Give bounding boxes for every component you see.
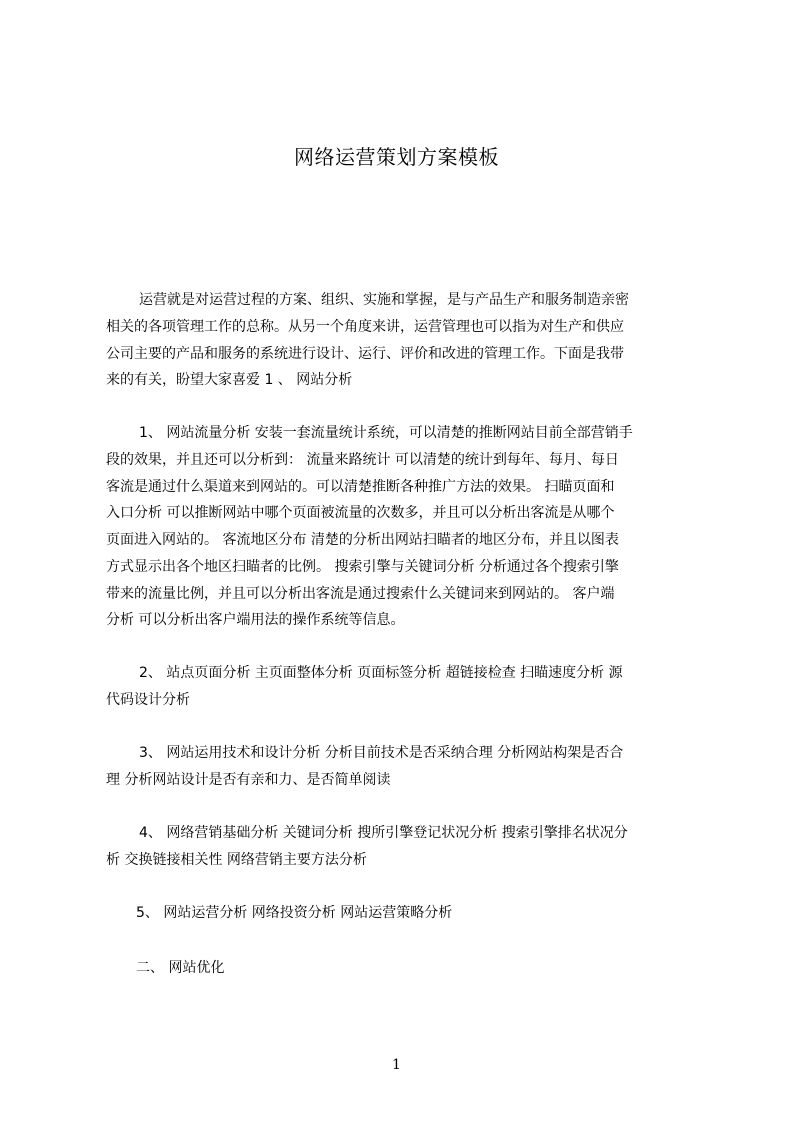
paragraph-4-line-2: 理 分析网站设计是否有亲和力、是否简单阅读 — [106, 772, 391, 788]
section-heading-website-optimization: 二、 网站优化 — [136, 960, 225, 976]
paragraph-2-line-4: 入口分析 可以推断网站中哪个页面被流量的次数多，并且可以分析出客流是从哪个 — [106, 505, 615, 521]
paragraph-2-line-1: 1、 网站流量分析 安装一套流量统计系统，可以清楚的推断网站目前全部营销手 — [139, 425, 633, 441]
paragraph-5-line-1: 4、 网络营销基础分析 关键词分析 搜所引擎登记状况分析 搜索引擎排名状况分 — [139, 825, 628, 841]
paragraph-5-line-2: 析 交换链接相关性 网络营销主要方法分析 — [106, 852, 367, 868]
paragraph-3-line-1: 2、 站点页面分析 主页面整体分析 页面标签分析 超链接检查 扫瞄速度分析 源 — [139, 665, 623, 681]
paragraph-1-line-2: 相关的各项管理工作的总称。从另一个角度来讲，运营管理也可以指为对生产和供应 — [106, 319, 624, 335]
document-title: 网络运营策划方案模板 — [294, 145, 499, 169]
paragraph-1-line-1: 运营就是对运营过程的方案、组织、实施和掌握，是与产品生产和服务制造亲密 — [139, 292, 629, 308]
paragraph-4-line-1: 3、 网站运用技术和设计分析 分析目前技术是否采纳合理 分析网站构架是否合 — [139, 745, 624, 761]
paragraph-2-line-7: 带来的流量比例，并且可以分析出客流是通过搜索什么关键词来到网站的。 客户端 — [106, 586, 615, 602]
paragraph-2-line-3: 客流是通过什么渠道来到网站的。可以清楚推断各种推广方法的效果。 扫瞄页面和 — [106, 479, 615, 495]
paragraph-1-line-3: 公司主要的产品和服务的系统进行设计、运行、评价和改进的管理工作。下面是我带 — [106, 346, 624, 362]
paragraph-2-line-8: 分析 可以分析出客户端用法的操作系统等信息。 — [106, 612, 405, 628]
paragraph-2-line-5: 页面进入网站的。 客流地区分布 清楚的分析出网站扫瞄者的地区分布，并且以图表 — [106, 532, 619, 548]
paragraph-2-line-6: 方式显示出各个地区扫瞄者的比例。 搜索引擎与关键词分析 分析通过各个搜索引擎 — [106, 559, 619, 575]
paragraph-6-line-1: 5、 网站运营分析 网络投资分析 网站运营策略分析 — [136, 905, 453, 921]
paragraph-1-line-4: 来的有关，盼望大家喜爱 1 、 网站分析 — [106, 372, 353, 388]
paragraph-2-line-2: 段的效果，并且还可以分析到： 流量来路统计 可以清楚的统计到每年、每月、每日 — [106, 452, 619, 468]
page-number: 1 — [392, 1057, 401, 1073]
paragraph-3-line-2: 代码设计分析 — [106, 692, 190, 708]
